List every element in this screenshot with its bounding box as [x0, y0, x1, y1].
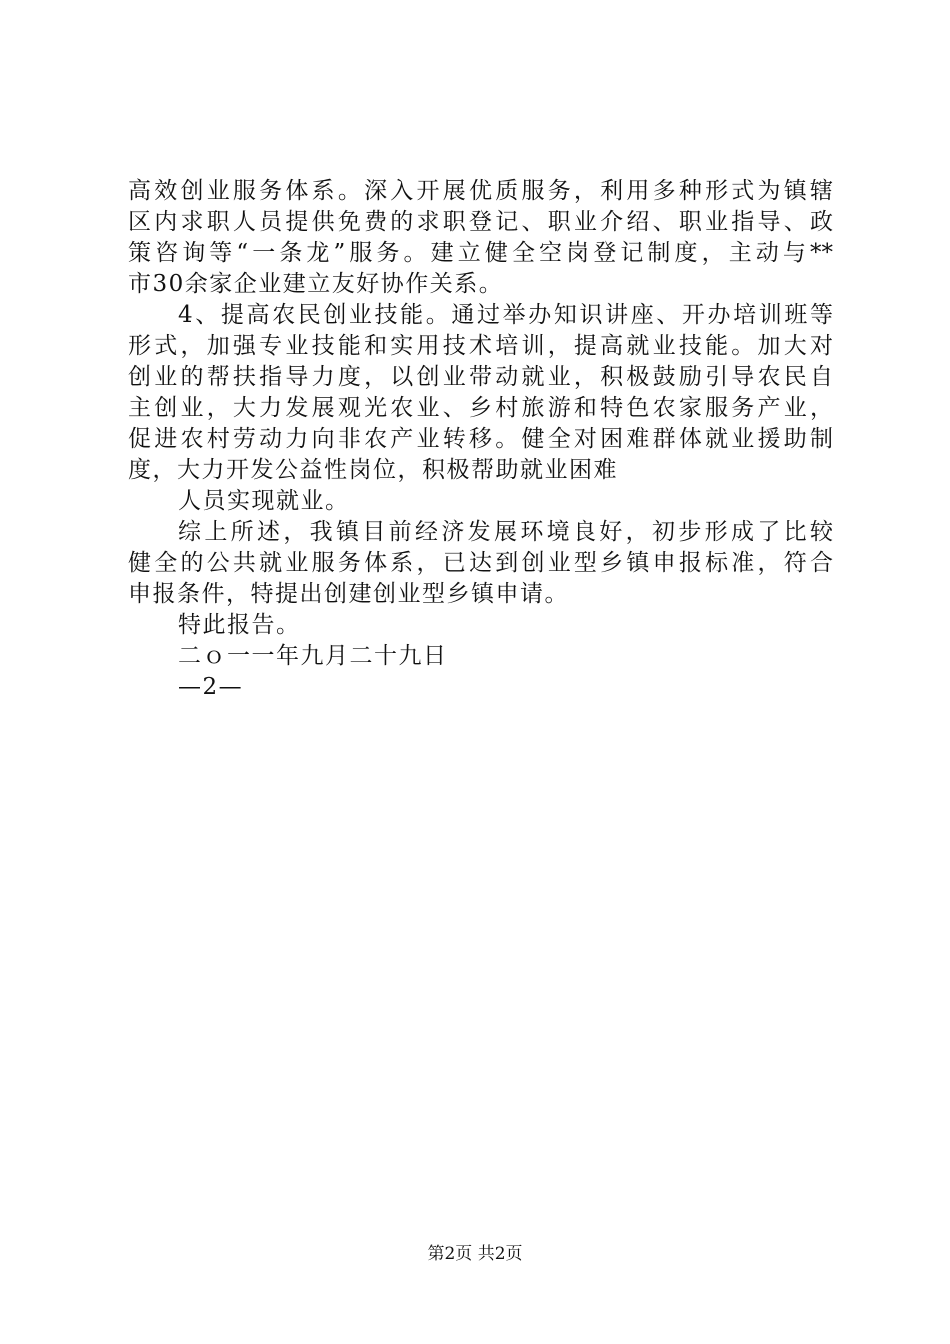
text-line: 促进农村劳动力向非农产业转移。健全对困难群体就业援助制 [128, 426, 833, 452]
text-line: 度，大力开发公益性岗位，积极帮助就业困难 [128, 457, 618, 483]
closing-line: 特此报告。 [178, 612, 301, 638]
date-line: 二ｏ一一年九月二十九日 [178, 643, 448, 669]
text-line: 创业的帮扶指导力度，以创业带动就业，积极鼓励引导农民自 [128, 364, 833, 390]
text-line: 综上所述，我镇目前经济发展环境良好，初步形成了比较 [178, 519, 833, 545]
text-line: 申报条件，特提出创建创业型乡镇申请。 [128, 581, 569, 607]
text-line: 形式，加强专业技能和实用技术培训，提高就业技能。加大对 [128, 333, 833, 359]
text-line: 高效创业服务体系。深入开展优质服务，利用多种形式为镇辖 [128, 178, 833, 204]
page-marker: —2— [178, 674, 244, 700]
text-line: 4、提高农民创业技能。通过举办知识讲座、开办培训班等 [178, 302, 833, 328]
text-line: 健全的公共就业服务体系，已达到创业型乡镇申报标准，符合 [128, 550, 833, 576]
text-line: 人员实现就业。 [178, 488, 350, 514]
document-body [128, 176, 833, 703]
text-line: 市30余家企业建立友好协作关系。 [128, 271, 504, 297]
page-footer: 第2页 共2页 [427, 1244, 523, 1264]
text-line: 区内求职人员提供免费的求职登记、职业介绍、职业指导、政 [128, 209, 833, 235]
text-line: 策咨询等“一条龙”服务。建立健全空岗登记制度，主动与** [128, 240, 833, 266]
text-line: 主创业，大力发展观光农业、乡村旅游和特色农家服务产业， [128, 395, 833, 421]
